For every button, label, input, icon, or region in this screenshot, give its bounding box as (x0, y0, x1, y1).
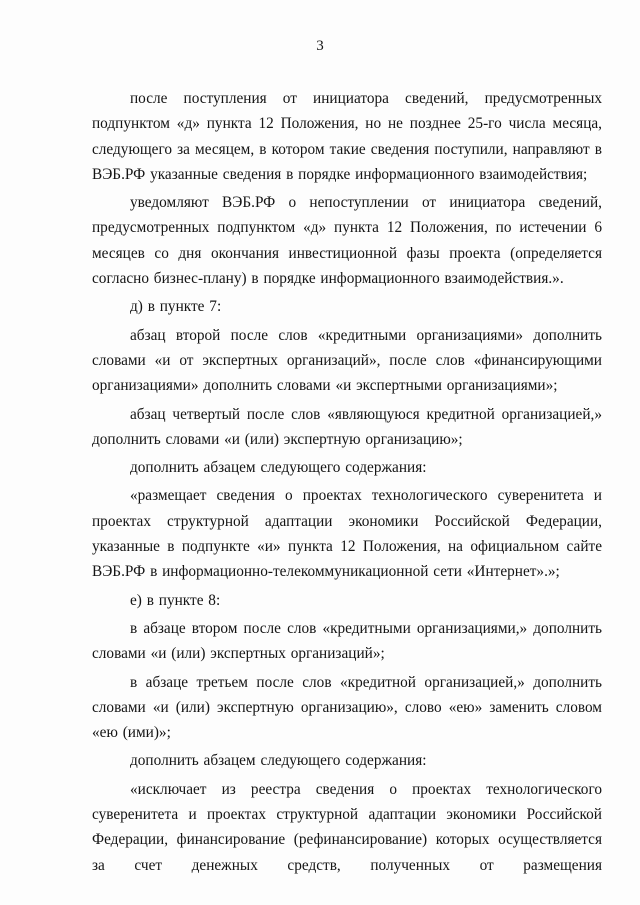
paragraph-4: абзац второй после слов «кредитными организациями» дополнить словами «и от экспертных организаций», после слов «финансирующими организациями» дополнить словами «и экспертными организациями»; (92, 326, 602, 395)
paragraph-11: дополнить абзацем следующего содержания: (130, 752, 427, 770)
paragraph-8: е) в пункте 8: (130, 591, 221, 609)
paragraph-2: уведомляют ВЭБ.РФ о непоступлении от инициатора сведений, предусмотренных подпунктом «д» пункта 12 Положения, по истечении 6 месяцев со дня окончания инвестиционной фазы проекта (определяется согласно бизнес-плану) в порядке информационного взаимодействия.». (92, 194, 602, 288)
paragraph-7: «размещает сведения о проектах технологического суверенитета и проектах структурной адаптации экономики Российской Федерации, указанные в подпункте «и» пункта 12 Положения, на официальном сайте ВЭБ.РФ в информационно-телекоммуникационной сети «Интернет».»; (92, 487, 602, 581)
paragraph-1: после поступления от инициатора сведений, предусмотренных подпунктом «д» пункта 12 Положения, но не позднее 25-го числа месяца, следующего за месяцем, в котором такие сведения поступили, направляют в ВЭБ.РФ указанные сведения в порядке информационного взаимодействия; (92, 90, 602, 183)
paragraph-5: абзац четвертый после слов «являющуюся кредитной организацией,» дополнить словами «и (или) экспертную организацию»; (92, 405, 602, 448)
document-body (92, 86, 602, 878)
paragraph-10: в абзаце третьем после слов «кредитной организацией,» дополнить словами «и (или) экспертную организацию», слово «ею» заменить словом «ею (ими)»; (92, 673, 602, 742)
page-number: 3 (316, 38, 324, 54)
paragraph-12: «исключает из реестра сведения о проектах технологического суверенитета и проектах структурной адаптации экономики Российской Федерации, финансирование (рефинансирование) которых осуществляется за счет денежных средств, полученных от размещения (92, 780, 602, 874)
paragraph-9: в абзаце втором после слов «кредитными организациями,» дополнить словами «и (или) экспертных организаций»; (92, 619, 602, 663)
paragraph-3: д) в пункте 7: (130, 298, 222, 316)
paragraph-6: дополнить абзацем следующего содержания: (130, 459, 427, 477)
